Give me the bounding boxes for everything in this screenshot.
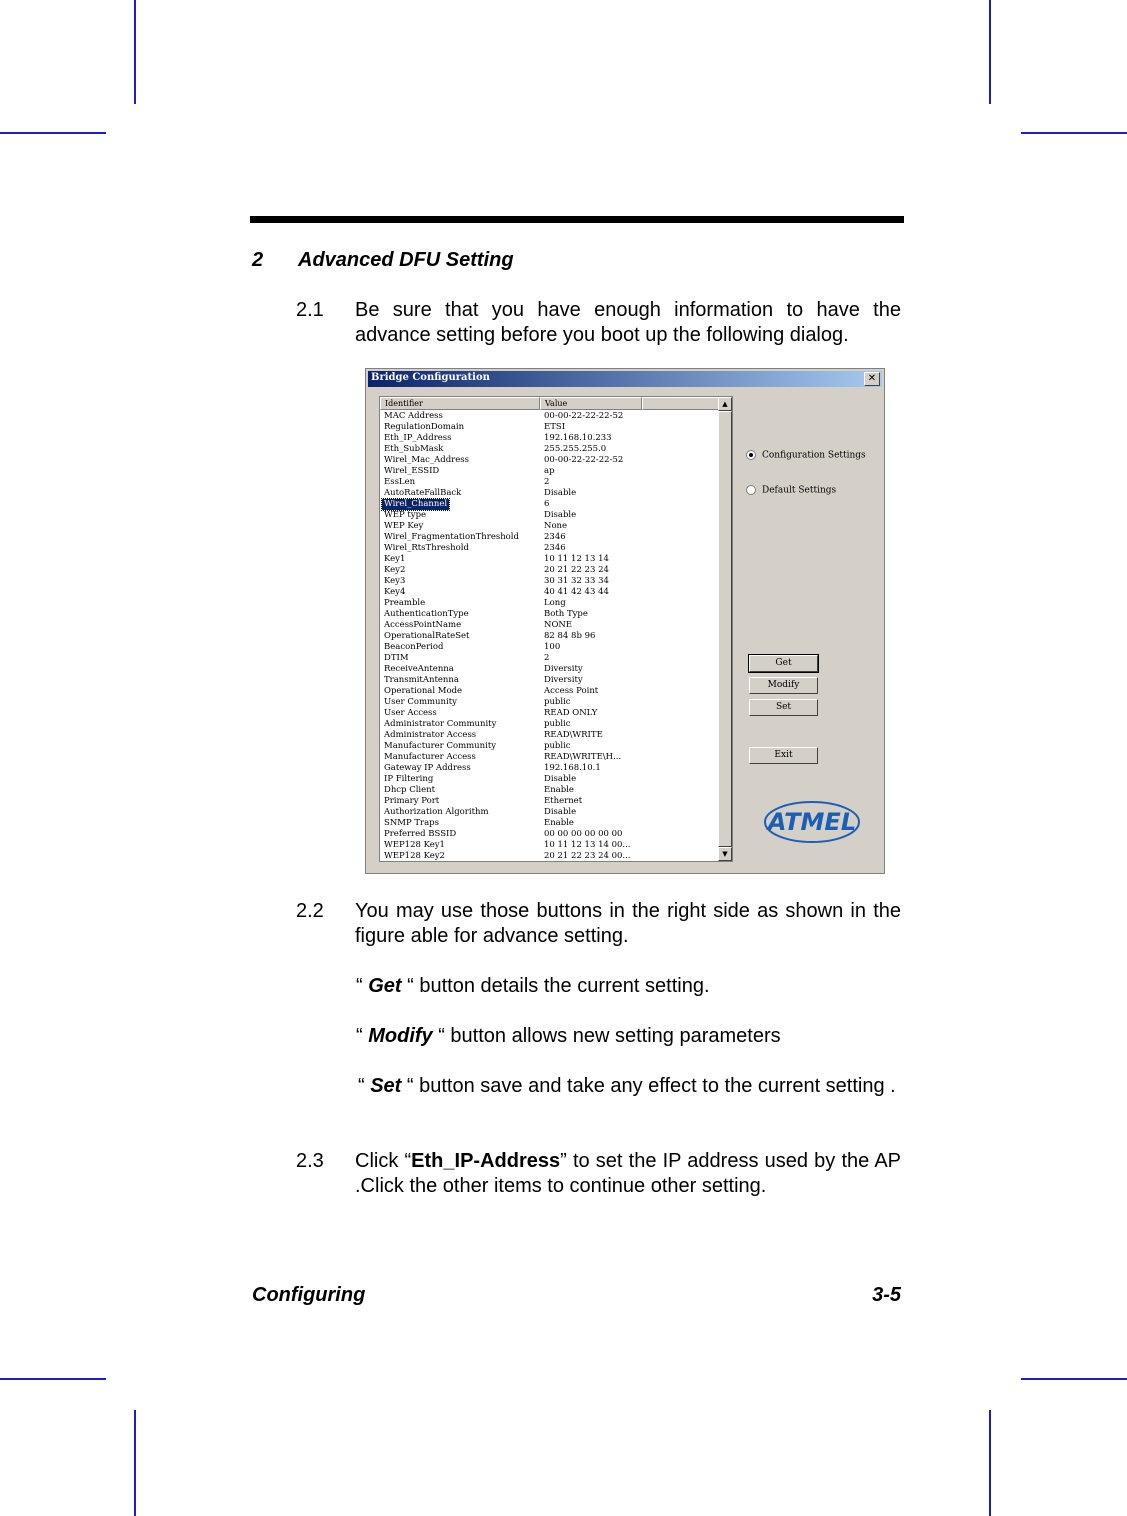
table-row[interactable] bbox=[380, 697, 718, 708]
crop-mark bbox=[134, 0, 136, 104]
scroll-down-icon[interactable]: ▼ bbox=[718, 847, 732, 861]
row-identifier: Operational Mode bbox=[384, 686, 463, 696]
radio-label: Default Settings bbox=[762, 485, 837, 496]
row-identifier: SNMP Traps bbox=[384, 818, 439, 828]
exit-button[interactable]: Exit bbox=[749, 747, 818, 764]
row-identifier: EssLen bbox=[384, 477, 416, 487]
section-heading bbox=[252, 249, 514, 272]
set-description-text: “ button save and take any effect to the current setting . bbox=[401, 1075, 896, 1097]
table-row[interactable] bbox=[380, 796, 718, 807]
table-row[interactable] bbox=[380, 763, 718, 774]
crop-mark bbox=[989, 1410, 991, 1516]
get-button[interactable]: Get bbox=[749, 655, 818, 672]
bridge-config-dialog bbox=[365, 368, 885, 874]
table-row[interactable] bbox=[380, 554, 718, 565]
table-row[interactable] bbox=[380, 488, 718, 499]
row-value: 00-00-22-22-22-52 bbox=[544, 455, 624, 465]
row-value: 10 11 12 13 14 00... bbox=[544, 840, 631, 850]
row-value: 2 bbox=[544, 653, 550, 663]
row-identifier: AuthenticationType bbox=[384, 609, 469, 619]
list-rows bbox=[380, 411, 718, 862]
quote-open: “ bbox=[358, 1075, 371, 1097]
crop-mark bbox=[1021, 132, 1127, 134]
row-identifier: Wirel_Mac_Address bbox=[384, 455, 469, 465]
section-title: Advanced DFU Setting bbox=[298, 249, 514, 271]
row-value: 2346 bbox=[544, 532, 566, 542]
crop-mark bbox=[0, 1378, 106, 1380]
table-row[interactable] bbox=[380, 598, 718, 609]
row-identifier: Manufacturer Community bbox=[384, 741, 497, 751]
paragraph-text-pre: Click “ bbox=[355, 1150, 412, 1172]
logo-text: ATMEL bbox=[767, 808, 857, 836]
row-identifier: BeaconPeriod bbox=[384, 642, 444, 652]
row-identifier: Dhcp Client bbox=[384, 785, 436, 795]
row-value: Both Type bbox=[544, 609, 588, 619]
row-value: public bbox=[544, 697, 571, 707]
row-identifier: Key4 bbox=[384, 587, 406, 597]
radio-default-settings[interactable] bbox=[746, 485, 836, 497]
table-row[interactable] bbox=[380, 785, 718, 796]
row-identifier: DTIM bbox=[384, 653, 409, 663]
row-value: Disable bbox=[544, 488, 577, 498]
modify-button[interactable]: Modify bbox=[749, 677, 818, 694]
get-description bbox=[356, 974, 902, 999]
paragraph-text: You may use those buttons in the right side as shown in the figure able for advance setting. bbox=[355, 900, 901, 947]
row-identifier: Wirel_ESSID bbox=[384, 466, 440, 476]
row-value: 6 bbox=[544, 499, 550, 509]
settings-list[interactable] bbox=[379, 396, 733, 862]
vertical-scrollbar[interactable] bbox=[718, 397, 732, 861]
row-identifier: Administrator Community bbox=[384, 719, 497, 729]
table-row[interactable] bbox=[380, 433, 718, 444]
table-row[interactable] bbox=[380, 851, 718, 862]
header-rule bbox=[250, 216, 904, 223]
footer-page-number: 3-5 bbox=[872, 1284, 901, 1306]
row-value: ap bbox=[544, 466, 555, 476]
row-identifier: AccessPointName bbox=[384, 620, 462, 630]
scroll-up-icon[interactable]: ▲ bbox=[718, 397, 732, 411]
set-keyword: Set bbox=[370, 1075, 402, 1097]
row-identifier: OperationalRateSet bbox=[384, 631, 470, 641]
table-row[interactable] bbox=[380, 477, 718, 488]
paragraph-number: 2.1 bbox=[296, 299, 324, 321]
row-identifier: Manufacturer Access bbox=[384, 752, 476, 762]
table-row[interactable] bbox=[380, 719, 718, 730]
row-value: Access Point bbox=[544, 686, 599, 696]
table-row[interactable] bbox=[380, 642, 718, 653]
row-identifier: Eth_IP_Address bbox=[384, 433, 452, 443]
row-identifier: Eth_SubMask bbox=[384, 444, 444, 454]
dialog-title-bar bbox=[368, 371, 882, 387]
row-value: 20 21 22 23 24 bbox=[544, 565, 609, 575]
paragraph-text: Be sure that you have enough information to have the advance setting before you boot up the following dialog. bbox=[355, 299, 901, 346]
get-description-text: “ button details the current setting. bbox=[401, 975, 710, 997]
row-value: 192.168.10.1 bbox=[544, 763, 601, 773]
row-identifier: Authorization Algorithm bbox=[384, 807, 489, 817]
table-row[interactable] bbox=[380, 675, 718, 686]
row-value: 00 00 00 00 00 00 bbox=[544, 829, 623, 839]
row-value: 00-00-22-22-22-52 bbox=[544, 411, 624, 421]
row-value: 82 84 8b 96 bbox=[544, 631, 596, 641]
row-value: 255.255.255.0 bbox=[544, 444, 607, 454]
row-value: 20 21 22 23 24 00... bbox=[544, 851, 631, 861]
row-value: Ethernet bbox=[544, 796, 583, 806]
row-value: NONE bbox=[544, 620, 573, 630]
table-row[interactable] bbox=[380, 499, 718, 510]
table-row[interactable] bbox=[380, 829, 718, 840]
column-header-identifier[interactable]: Identifier bbox=[380, 397, 540, 410]
scroll-thumb[interactable] bbox=[718, 411, 732, 847]
table-row[interactable] bbox=[380, 686, 718, 697]
radio-selected-icon bbox=[746, 450, 756, 460]
row-value: Diversity bbox=[544, 664, 583, 674]
table-row[interactable] bbox=[380, 664, 718, 675]
row-value: Long bbox=[544, 598, 566, 608]
row-value: 30 31 32 33 34 bbox=[544, 576, 609, 586]
modify-keyword: Modify bbox=[368, 1025, 433, 1047]
table-row[interactable] bbox=[380, 818, 718, 829]
row-identifier: IP Filtering bbox=[384, 774, 434, 784]
column-header-value[interactable]: Value bbox=[540, 397, 642, 410]
row-value: READ\WRITE bbox=[544, 730, 603, 740]
row-identifier: WEP128 Key2 bbox=[384, 851, 445, 861]
row-identifier: AutoRateFallBack bbox=[384, 488, 462, 498]
row-identifier: Primary Port bbox=[384, 796, 440, 806]
row-value: 2 bbox=[544, 477, 550, 487]
row-value: Disable bbox=[544, 774, 577, 784]
atmel-logo bbox=[764, 801, 860, 843]
table-row[interactable] bbox=[380, 543, 718, 554]
row-identifier: Key1 bbox=[384, 554, 406, 564]
modify-description bbox=[356, 1024, 902, 1049]
row-identifier: Gateway IP Address bbox=[384, 763, 471, 773]
row-identifier: Key3 bbox=[384, 576, 406, 586]
row-identifier: Wirel_Channel bbox=[384, 499, 448, 509]
row-value: 40 41 42 43 44 bbox=[544, 587, 609, 597]
table-row[interactable] bbox=[380, 565, 718, 576]
table-row[interactable] bbox=[380, 422, 718, 433]
table-row[interactable] bbox=[380, 466, 718, 477]
row-value: public bbox=[544, 741, 571, 751]
paragraph-text bbox=[355, 1149, 901, 1199]
paragraph-2-3 bbox=[296, 1149, 902, 1199]
row-value: READ\WRITE\H... bbox=[544, 752, 622, 762]
table-row[interactable] bbox=[380, 609, 718, 620]
row-value: Enable bbox=[544, 785, 574, 795]
table-row[interactable] bbox=[380, 631, 718, 642]
radio-configuration-settings[interactable] bbox=[746, 450, 866, 462]
paragraph-number: 2.2 bbox=[296, 900, 324, 922]
modify-description-text: “ button allows new setting parameters bbox=[432, 1025, 781, 1047]
row-identifier: User Access bbox=[384, 708, 437, 718]
row-value: 100 bbox=[544, 642, 561, 652]
paragraph-number: 2.3 bbox=[296, 1150, 324, 1172]
row-identifier: MAC Address bbox=[384, 411, 443, 421]
section-number: 2 bbox=[252, 249, 264, 271]
radio-empty-icon bbox=[746, 485, 756, 495]
paragraph-2-1 bbox=[296, 298, 902, 348]
get-keyword: Get bbox=[368, 975, 402, 997]
row-value: 2346 bbox=[544, 543, 566, 553]
row-value: ETSI bbox=[544, 422, 566, 432]
eth-ip-address-keyword: Eth_IP-Address bbox=[411, 1150, 561, 1172]
table-row[interactable] bbox=[380, 730, 718, 741]
row-identifier: WEP128 Key1 bbox=[384, 840, 445, 850]
table-row[interactable] bbox=[380, 521, 718, 532]
set-button[interactable]: Set bbox=[749, 699, 818, 716]
table-row[interactable] bbox=[380, 587, 718, 598]
table-row[interactable] bbox=[380, 532, 718, 543]
table-row[interactable] bbox=[380, 774, 718, 785]
row-value: READ ONLY bbox=[544, 708, 598, 718]
row-identifier: Administrator Access bbox=[384, 730, 477, 740]
row-value: Disable bbox=[544, 807, 577, 817]
crop-mark bbox=[989, 0, 991, 104]
row-identifier: TransmitAntenna bbox=[384, 675, 459, 685]
row-identifier: Preferred BSSID bbox=[384, 829, 457, 839]
table-row[interactable] bbox=[380, 444, 718, 455]
footer-chapter: Configuring bbox=[252, 1284, 366, 1306]
row-value: public bbox=[544, 719, 571, 729]
row-identifier: Preamble bbox=[384, 598, 426, 608]
table-row[interactable] bbox=[380, 807, 718, 818]
row-identifier: WEP type bbox=[384, 510, 427, 520]
row-value: 10 11 12 13 14 bbox=[544, 554, 609, 564]
quote-open: “ bbox=[356, 975, 369, 997]
table-row[interactable] bbox=[380, 840, 718, 851]
row-identifier: User Community bbox=[384, 697, 457, 707]
row-identifier: WEP Key bbox=[384, 521, 424, 531]
paragraph-text-post: ” to set the IP address used by the AP .Click the other items to continue other setting. bbox=[355, 1150, 902, 1197]
table-row[interactable] bbox=[380, 752, 718, 763]
close-icon[interactable]: ✕ bbox=[864, 372, 880, 386]
row-identifier: Key2 bbox=[384, 565, 406, 575]
list-header bbox=[380, 397, 732, 410]
row-identifier: ReceiveAntenna bbox=[384, 664, 454, 674]
row-value: Diversity bbox=[544, 675, 583, 685]
row-value: Disable bbox=[544, 510, 577, 520]
row-identifier: Wirel_FragmentationThreshold bbox=[384, 532, 519, 542]
table-row[interactable] bbox=[380, 620, 718, 631]
table-row[interactable] bbox=[380, 411, 718, 422]
row-identifier: RegulationDomain bbox=[384, 422, 465, 432]
table-row[interactable] bbox=[380, 455, 718, 466]
row-value: 192.168.10.233 bbox=[544, 433, 612, 443]
row-value: None bbox=[544, 521, 568, 531]
table-row[interactable] bbox=[380, 653, 718, 664]
paragraph-2-2 bbox=[296, 899, 902, 949]
table-row[interactable] bbox=[380, 708, 718, 719]
row-value: Enable bbox=[544, 818, 574, 828]
set-description bbox=[358, 1074, 902, 1099]
row-identifier: Wirel_RtsThreshold bbox=[384, 543, 469, 553]
table-row[interactable] bbox=[380, 576, 718, 587]
table-row[interactable] bbox=[380, 741, 718, 752]
radio-label: Configuration Settings bbox=[762, 450, 866, 461]
crop-mark bbox=[0, 132, 106, 134]
crop-mark bbox=[134, 1410, 136, 1516]
dialog-title: Bridge Configuration bbox=[371, 372, 490, 383]
table-row[interactable] bbox=[380, 510, 718, 521]
crop-mark bbox=[1021, 1378, 1127, 1380]
quote-open: “ bbox=[356, 1025, 369, 1047]
